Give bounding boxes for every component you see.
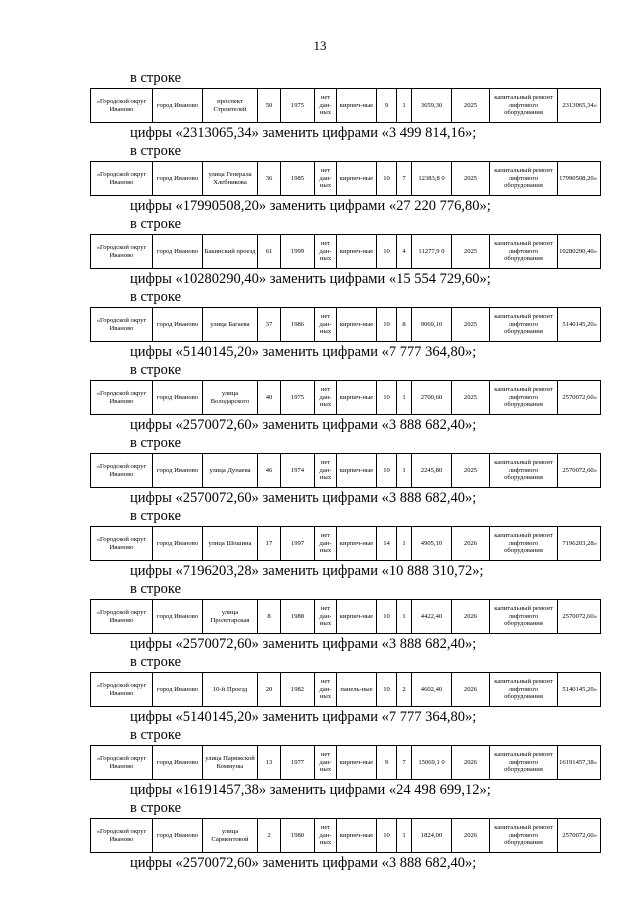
cell-work-type: капитальный ремонт лифтового оборудования <box>490 235 558 269</box>
cell-material: кирпич-ные <box>337 235 377 269</box>
cell-total: 5140145,20» <box>558 308 601 342</box>
cell-year: 1999 <box>281 235 315 269</box>
new-value: «3 888 682,40»; <box>381 855 477 871</box>
cell-material: кирпич-ные <box>337 89 377 123</box>
row-label: в строке <box>130 800 182 816</box>
cell-total: 17990508,20» <box>558 162 601 196</box>
cell-street: улица Шошина <box>203 527 258 561</box>
register-row-table <box>90 380 601 415</box>
cell-work-type: капитальный ремонт лифтового оборудования <box>490 600 558 634</box>
cell-house: 37 <box>258 308 281 342</box>
replace-mid: заменить цифрами <box>262 563 378 579</box>
cell-no-data: нет дан-ных <box>315 746 337 780</box>
replace-instruction <box>130 490 600 507</box>
register-row <box>91 454 601 488</box>
cell-plan-year: 2026 <box>452 527 490 561</box>
cell-lifts: 1 <box>397 527 412 561</box>
cell-city: город Иваново <box>153 746 203 780</box>
cell-street: улица Генерала Хлебникова <box>203 162 258 196</box>
old-value: «2570072,60» <box>175 490 259 506</box>
new-value: «3 499 814,16»; <box>381 125 477 141</box>
cell-floors: 10 <box>377 308 397 342</box>
cell-lifts: 7 <box>397 162 412 196</box>
cell-lifts: 1 <box>397 381 412 415</box>
amendment-block <box>90 508 600 580</box>
cell-plan-year: 2025 <box>452 89 490 123</box>
old-value: «16191457,38» <box>175 782 267 798</box>
replace-prefix: цифры <box>130 709 172 725</box>
cell-area: 4905,10 <box>412 527 452 561</box>
old-value: «2570072,60» <box>175 855 259 871</box>
replace-prefix: цифры <box>130 490 172 506</box>
cell-year: 1977 <box>281 746 315 780</box>
cell-house: 36 <box>258 162 281 196</box>
replace-instruction <box>130 271 600 288</box>
register-row-table <box>90 672 601 707</box>
cell-work-type: капитальный ремонт лифтового оборудования <box>490 162 558 196</box>
replace-prefix: цифры <box>130 636 172 652</box>
cell-year: 1975 <box>281 89 315 123</box>
cell-lifts: 4 <box>397 235 412 269</box>
cell-area: 11277,9 0 <box>412 235 452 269</box>
cell-lifts: 2 <box>397 673 412 707</box>
cell-city: город Иваново <box>153 600 203 634</box>
cell-work-type: капитальный ремонт лифтового оборудования <box>490 381 558 415</box>
cell-no-data: нет дан-ных <box>315 454 337 488</box>
cell-house: 13 <box>258 746 281 780</box>
amendment-block <box>90 70 600 142</box>
register-row <box>91 308 601 342</box>
old-value: «17990508,20» <box>175 198 267 214</box>
cell-work-type: капитальный ремонт лифтового оборудования <box>490 527 558 561</box>
old-value: «2570072,60» <box>175 417 259 433</box>
replace-prefix: цифры <box>130 271 172 287</box>
row-label: в строке <box>130 581 182 597</box>
new-value: «27 220 776,80»; <box>388 198 491 214</box>
cell-area: 4422,40 <box>412 600 452 634</box>
register-row <box>91 819 601 853</box>
cell-area: 15069,1 0 <box>412 746 452 780</box>
cell-year: 1980 <box>281 819 315 853</box>
new-value: «15 554 729,60»; <box>388 271 491 287</box>
register-row-table <box>90 818 601 853</box>
cell-no-data: нет дан-ных <box>315 819 337 853</box>
cell-work-type: капитальный ремонт лифтового оборудования <box>490 673 558 707</box>
replace-mid: заменить цифрами <box>262 636 378 652</box>
row-label: в строке <box>130 435 182 451</box>
register-row-table <box>90 599 601 634</box>
cell-area: 2700,60 <box>412 381 452 415</box>
cell-house: 17 <box>258 527 281 561</box>
cell-floors: 9 <box>377 89 397 123</box>
cell-total: 7196203,28» <box>558 527 601 561</box>
cell-total: 2570072,60» <box>558 381 601 415</box>
replace-instruction <box>130 344 600 361</box>
cell-street: проспект Строителей <box>203 89 258 123</box>
cell-house: 61 <box>258 235 281 269</box>
replace-mid: заменить цифрами <box>262 417 378 433</box>
cell-no-data: нет дан-ных <box>315 600 337 634</box>
register-row-table <box>90 453 601 488</box>
cell-street: 10-й Проезд <box>203 673 258 707</box>
cell-district: «Городской округ Иваново <box>91 600 153 634</box>
replace-instruction <box>130 709 600 726</box>
cell-year: 1986 <box>281 308 315 342</box>
cell-house: 46 <box>258 454 281 488</box>
cell-city: город Иваново <box>153 454 203 488</box>
cell-floors: 10 <box>377 454 397 488</box>
cell-no-data: нет дан-ных <box>315 162 337 196</box>
replace-instruction <box>130 198 600 215</box>
cell-floors: 10 <box>377 600 397 634</box>
cell-house: 8 <box>258 600 281 634</box>
cell-plan-year: 2026 <box>452 746 490 780</box>
register-row-table <box>90 234 601 269</box>
cell-floors: 10 <box>377 819 397 853</box>
replace-prefix: цифры <box>130 198 172 214</box>
cell-district: «Городской округ Иваново <box>91 235 153 269</box>
row-label: в строке <box>130 654 182 670</box>
new-value: «3 888 682,40»; <box>381 417 477 433</box>
cell-total: 2570072,60» <box>558 600 601 634</box>
document-body <box>90 70 600 873</box>
old-value: «5140145,20» <box>175 344 259 360</box>
cell-plan-year: 2026 <box>452 819 490 853</box>
replace-mid: заменить цифрами <box>262 490 378 506</box>
amendment-block <box>90 800 600 872</box>
cell-area: 12383,8 0 <box>412 162 452 196</box>
register-row-table <box>90 161 601 196</box>
new-value: «3 888 682,40»; <box>381 636 477 652</box>
cell-street: улица Пролетарская <box>203 600 258 634</box>
cell-work-type: капитальный ремонт лифтового оборудования <box>490 308 558 342</box>
cell-floors: 10 <box>377 673 397 707</box>
new-value: «7 777 364,80»; <box>381 709 477 725</box>
cell-district: «Городской округ Иваново <box>91 381 153 415</box>
cell-no-data: нет дан-ных <box>315 527 337 561</box>
cell-city: город Иваново <box>153 89 203 123</box>
cell-district: «Городской округ Иваново <box>91 527 153 561</box>
cell-year: 1997 <box>281 527 315 561</box>
cell-material: панель-ные <box>337 673 377 707</box>
cell-lifts: 1 <box>397 454 412 488</box>
cell-street: улица Дунаева <box>203 454 258 488</box>
register-row <box>91 527 601 561</box>
cell-lifts: 1 <box>397 89 412 123</box>
cell-plan-year: 2025 <box>452 162 490 196</box>
replace-instruction <box>130 636 600 653</box>
cell-floors: 10 <box>377 381 397 415</box>
row-label: в строке <box>130 727 182 743</box>
cell-house: 2 <box>258 819 281 853</box>
new-value: «7 777 364,80»; <box>381 344 477 360</box>
cell-lifts: 8 <box>397 308 412 342</box>
cell-city: город Иваново <box>153 308 203 342</box>
cell-lifts: 1 <box>397 600 412 634</box>
cell-lifts: 7 <box>397 746 412 780</box>
new-value: «24 498 699,12»; <box>388 782 491 798</box>
cell-plan-year: 2025 <box>452 454 490 488</box>
replace-prefix: цифры <box>130 563 172 579</box>
cell-area: 4602,40 <box>412 673 452 707</box>
cell-total: 2313065,34» <box>558 89 601 123</box>
cell-area: 9069,10 <box>412 308 452 342</box>
cell-house: 40 <box>258 381 281 415</box>
cell-street: улица Парижской Коммуны <box>203 746 258 780</box>
register-row <box>91 89 601 123</box>
register-row-table <box>90 526 601 561</box>
cell-total: 2570072,60» <box>558 454 601 488</box>
row-label: в строке <box>130 216 182 232</box>
cell-street: Бакинский проезд <box>203 235 258 269</box>
replace-mid: заменить цифрами <box>262 344 378 360</box>
cell-material: кирпич-ные <box>337 162 377 196</box>
cell-no-data: нет дан-ных <box>315 673 337 707</box>
cell-material: кирпич-ные <box>337 454 377 488</box>
cell-floors: 14 <box>377 527 397 561</box>
replace-instruction <box>130 417 600 434</box>
cell-total: 2570072,60» <box>558 819 601 853</box>
replace-prefix: цифры <box>130 855 172 871</box>
replace-mid: заменить цифрами <box>262 125 378 141</box>
cell-city: город Иваново <box>153 819 203 853</box>
cell-year: 1988 <box>281 600 315 634</box>
replace-instruction <box>130 563 600 580</box>
cell-no-data: нет дан-ных <box>315 381 337 415</box>
cell-district: «Городской округ Иваново <box>91 454 153 488</box>
cell-district: «Городской округ Иваново <box>91 162 153 196</box>
amendment-block <box>90 435 600 507</box>
cell-house: 20 <box>258 673 281 707</box>
amendment-block <box>90 143 600 215</box>
cell-city: город Иваново <box>153 162 203 196</box>
cell-city: город Иваново <box>153 673 203 707</box>
cell-floors: 9 <box>377 746 397 780</box>
cell-city: город Иваново <box>153 381 203 415</box>
cell-work-type: капитальный ремонт лифтового оборудования <box>490 819 558 853</box>
cell-area: 2245,80 <box>412 454 452 488</box>
register-row-table <box>90 307 601 342</box>
cell-material: кирпич-ные <box>337 600 377 634</box>
cell-material: кирпич-ные <box>337 381 377 415</box>
register-row-table <box>90 88 601 123</box>
amendment-block <box>90 581 600 653</box>
cell-street: улица Володарского <box>203 381 258 415</box>
old-value: «2570072,60» <box>175 636 259 652</box>
cell-no-data: нет дан-ных <box>315 235 337 269</box>
row-label: в строке <box>130 289 182 305</box>
cell-floors: 10 <box>377 235 397 269</box>
replace-mid: заменить цифрами <box>269 271 386 287</box>
register-row <box>91 235 601 269</box>
cell-work-type: капитальный ремонт лифтового оборудования <box>490 746 558 780</box>
cell-city: город Иваново <box>153 527 203 561</box>
replace-instruction <box>130 782 600 799</box>
cell-material: кирпич-ные <box>337 527 377 561</box>
replace-prefix: цифры <box>130 417 172 433</box>
cell-material: кирпич-ные <box>337 746 377 780</box>
cell-district: «Городской округ Иваново <box>91 819 153 853</box>
cell-total: 16191457,38» <box>558 746 601 780</box>
cell-lifts: 1 <box>397 819 412 853</box>
cell-year: 1974 <box>281 454 315 488</box>
cell-material: кирпич-ные <box>337 308 377 342</box>
cell-work-type: капитальный ремонт лифтового оборудования <box>490 454 558 488</box>
old-value: «7196203,28» <box>175 563 259 579</box>
old-value: «2313065,34» <box>175 125 259 141</box>
replace-mid: заменить цифрами <box>262 855 378 871</box>
replace-prefix: цифры <box>130 782 172 798</box>
cell-area: 3659,30 <box>412 89 452 123</box>
cell-district: «Городской округ Иваново <box>91 308 153 342</box>
row-label: в строке <box>130 362 182 378</box>
row-label: в строке <box>130 143 182 159</box>
cell-total: 10280290,40» <box>558 235 601 269</box>
cell-city: город Иваново <box>153 235 203 269</box>
register-row <box>91 600 601 634</box>
cell-floors: 10 <box>377 162 397 196</box>
cell-street: улица Багаева <box>203 308 258 342</box>
cell-year: 1975 <box>281 381 315 415</box>
register-row <box>91 673 601 707</box>
amendment-block <box>90 654 600 726</box>
old-value: «10280290,40» <box>175 271 267 287</box>
register-row <box>91 746 601 780</box>
old-value: «5140145,20» <box>175 709 259 725</box>
replace-instruction <box>130 855 600 872</box>
cell-area: 1824,00 <box>412 819 452 853</box>
cell-district: «Городской округ Иваново <box>91 673 153 707</box>
cell-plan-year: 2026 <box>452 600 490 634</box>
cell-year: 1982 <box>281 673 315 707</box>
cell-plan-year: 2025 <box>452 381 490 415</box>
amendment-block <box>90 727 600 799</box>
replace-instruction <box>130 125 600 142</box>
cell-plan-year: 2025 <box>452 235 490 269</box>
page-number: 13 <box>313 38 327 53</box>
new-value: «3 888 682,40»; <box>381 490 477 506</box>
cell-work-type: капитальный ремонт лифтового оборудования <box>490 89 558 123</box>
cell-year: 1985 <box>281 162 315 196</box>
replace-mid: заменить цифрами <box>269 198 386 214</box>
cell-plan-year: 2025 <box>452 308 490 342</box>
amendment-block <box>90 362 600 434</box>
cell-house: 50 <box>258 89 281 123</box>
replace-mid: заменить цифрами <box>269 782 386 798</box>
replace-mid: заменить цифрами <box>262 709 378 725</box>
cell-total: 5140145,20» <box>558 673 601 707</box>
replace-prefix: цифры <box>130 125 172 141</box>
new-value: «10 888 310,72»; <box>381 563 484 579</box>
cell-district: «Городской округ Иваново <box>91 89 153 123</box>
row-label: в строке <box>130 508 182 524</box>
cell-no-data: нет дан-ных <box>315 308 337 342</box>
cell-district: «Городской округ Иваново <box>91 746 153 780</box>
register-row <box>91 381 601 415</box>
cell-material: кирпич-ные <box>337 819 377 853</box>
cell-street: улица Сарментовой <box>203 819 258 853</box>
cell-no-data: нет дан-ных <box>315 89 337 123</box>
cell-plan-year: 2026 <box>452 673 490 707</box>
amendment-block <box>90 216 600 288</box>
replace-prefix: цифры <box>130 344 172 360</box>
register-row <box>91 162 601 196</box>
row-label: в строке <box>130 70 182 86</box>
register-row-table <box>90 745 601 780</box>
amendment-block <box>90 289 600 361</box>
